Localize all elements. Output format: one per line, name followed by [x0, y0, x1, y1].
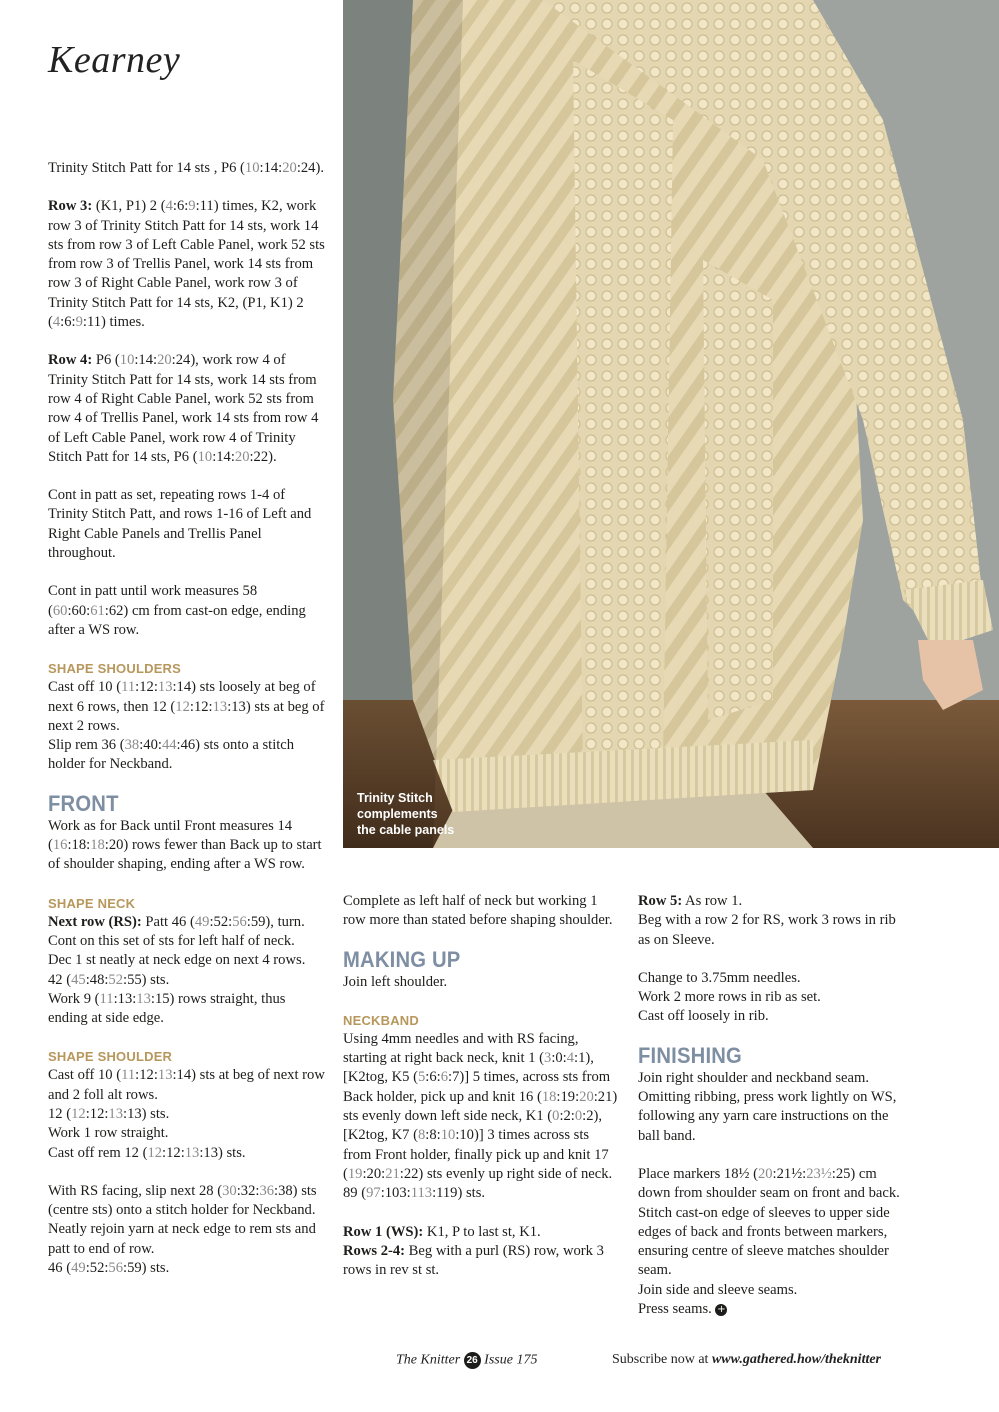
- paragraph: Join left shoulder.: [343, 973, 448, 990]
- paragraph: Change to 3.75mm needles.: [638, 969, 801, 986]
- column-2: [343, 892, 618, 1280]
- paragraph: Beg with a row 2 for RS, work 3 rows in rib as on Sleeve.: [638, 912, 896, 948]
- subheading-shape-neck: SHAPE NECK: [48, 895, 136, 911]
- heading-front: FRONT: [48, 790, 119, 816]
- paragraph: Cont in patt as set, repeating rows 1-4 of Trinity Stitch Patt, and rows 1-16 of Left and Right Cable Panels and Trellis Panel throughout.: [48, 487, 312, 562]
- paragraph: Cont in patt until work measures 58 (60:60:61:62) cm from cast-on edge, ending after a WS row.: [48, 583, 306, 638]
- caption-line: the cable panels: [357, 823, 455, 837]
- paragraph: Work 1 row straight.: [48, 1125, 169, 1142]
- paragraph: Dec 1 st neatly at neck edge on next 4 rows.: [48, 952, 306, 969]
- paragraph: Rows 2-4: Beg with a purl (RS) row, work 3 rows in rev st st.: [343, 1242, 604, 1279]
- paragraph: With RS facing, slip next 28 (30:32:36:38) sts (centre sts) onto a stitch holder for Neckband. Neatly rejoin yarn at neck edge to rem sts and patt to end of row.: [48, 1182, 317, 1257]
- subheading-neckband: NECKBAND: [343, 1012, 419, 1028]
- paragraph: Place markers 18½ (20:21½:23½:25) cm down from shoulder seam on front and back. Stitch cast-on edge of sleeves to upper side edges of back and fronts between markers, ensuring centre of sleeve matches shoulder seam.: [638, 1165, 900, 1279]
- caption-line: complements: [357, 807, 438, 821]
- paragraph: Join right shoulder and neckband seam.: [638, 1069, 870, 1086]
- subscribe-url[interactable]: www.gathered.how/theknitter: [711, 1352, 882, 1367]
- row-3-instruction: Row 3: (K1, P1) 2 (4:6:9:11) times, K2, work row 3 of Trinity Stitch Patt for 14 sts, work 14 sts from row 3 of Left Cable Panel, work 52 sts from row 3 of Trellis Panel, work 14 sts from row 3 of Right Cable Panel, work row 3 of Trinity Stitch Patt for 14 sts, K2, (P1, K1) 2 (4:6:9:11) times.: [48, 198, 325, 331]
- subheading-shape-shoulders: SHAPE SHOULDERS: [48, 661, 182, 677]
- paragraph: Join side and sleeve seams.: [638, 1281, 798, 1298]
- issue-number: Issue 175: [484, 1352, 538, 1368]
- photo-caption: [357, 790, 477, 838]
- paragraph: Cast off 10 (11:12:13:14) sts loosely at beg of next 6 rows, then 12 (12:12:13:13) sts at beg of next 2 rows.: [48, 679, 325, 734]
- paragraph: Using 4mm needles and with RS facing, starting at right back neck, knit 1 (3:0:4:1), [K2tog, K5 (5:6:6:7)] 5 times, across sts from Back holder, pick up and knit 16 (18:19:20:21) sts evenly down left side neck, K1 (0:2:0:2), [K2tog, K7 (8:8:10:10)] 3 times across sts from Front holder, finally pick up and knit 17 (19:20:21:22) sts evenly up right side of neck.: [343, 1030, 618, 1182]
- paragraph: 42 (45:48:52:55) sts.: [48, 971, 170, 988]
- column-1: [48, 159, 326, 1278]
- paragraph: Press seams. +: [638, 1301, 726, 1318]
- paragraph: Slip rem 36 (38:40:44:46) sts onto a stitch holder for Neckband.: [48, 737, 295, 773]
- sweater-image: [343, 0, 999, 848]
- heading-finishing: FINISHING: [638, 1042, 742, 1068]
- paragraph: Cast off rem 12 (12:12:13:13) sts.: [48, 1144, 246, 1161]
- sweater-photo: [343, 0, 999, 848]
- paragraph: Work 2 more rows in rib as set.: [638, 989, 821, 1006]
- paragraph: Row 5: As row 1.: [638, 893, 743, 909]
- column-3: [638, 892, 910, 1319]
- paragraph: Trinity Stitch Patt for 14 sts , P6 (10:14:20:24).: [48, 160, 324, 176]
- paragraph: Omitting ribbing, press work lightly on WS, following any yarn care instructions on the ball band.: [638, 1089, 897, 1144]
- row-4-instruction: Row 4: P6 (10:14:20:24), work row 4 of Trinity Stitch Patt for 14 sts, work 14 sts from row 4 of Right Cable Panel, work 52 sts from row 4 of Trellis Panel, work 14 sts from row 4 of Left Cable Panel, work row 4 of Trinity Stitch Patt for 14 sts, P6 (10:14:20:22).: [48, 352, 319, 465]
- paragraph: Complete as left half of neck but working 1 row more than stated before shaping shoulder.: [343, 893, 613, 929]
- paragraph: Work 9 (11:13:13:15) rows straight, thus ending at side edge.: [48, 990, 286, 1027]
- paragraph: 46 (49:52:56:59) sts.: [48, 1260, 170, 1277]
- page-number: 26: [464, 1352, 481, 1369]
- paragraph: Row 1 (WS): K1, P to last st, K1.: [343, 1223, 541, 1240]
- footer-magazine: [396, 1352, 537, 1369]
- magazine-name: The Knitter: [396, 1352, 461, 1368]
- subscribe-text: Subscribe now at: [612, 1352, 709, 1367]
- end-mark-icon: +: [717, 1304, 726, 1316]
- subheading-shape-shoulder: SHAPE SHOULDER: [48, 1049, 173, 1065]
- paragraph: Cont on this set of sts for left half of neck.: [48, 932, 295, 949]
- footer-subscribe: [612, 1352, 881, 1368]
- heading-making-up: MAKING UP: [343, 946, 461, 972]
- paragraph: Cast off 10 (11:12:13:14) sts at beg of next row and 2 foll alt rows.: [48, 1067, 325, 1103]
- paragraph: Next row (RS): Patt 46 (49:52:56:59), turn.: [48, 913, 305, 930]
- paragraph: Cast off loosely in rib.: [638, 1008, 769, 1025]
- paragraph: 89 (97:103:113:119) sts.: [343, 1185, 486, 1202]
- paragraph: Work as for Back until Front measures 14 (16:18:18:20) rows fewer than Back up to start of shoulder shaping, ending after a WS row.: [48, 817, 322, 873]
- page-title: Kearney: [48, 39, 181, 81]
- paragraph: 12 (12:12:13:13) sts.: [48, 1105, 170, 1122]
- caption-line: Trinity Stitch: [357, 791, 433, 805]
